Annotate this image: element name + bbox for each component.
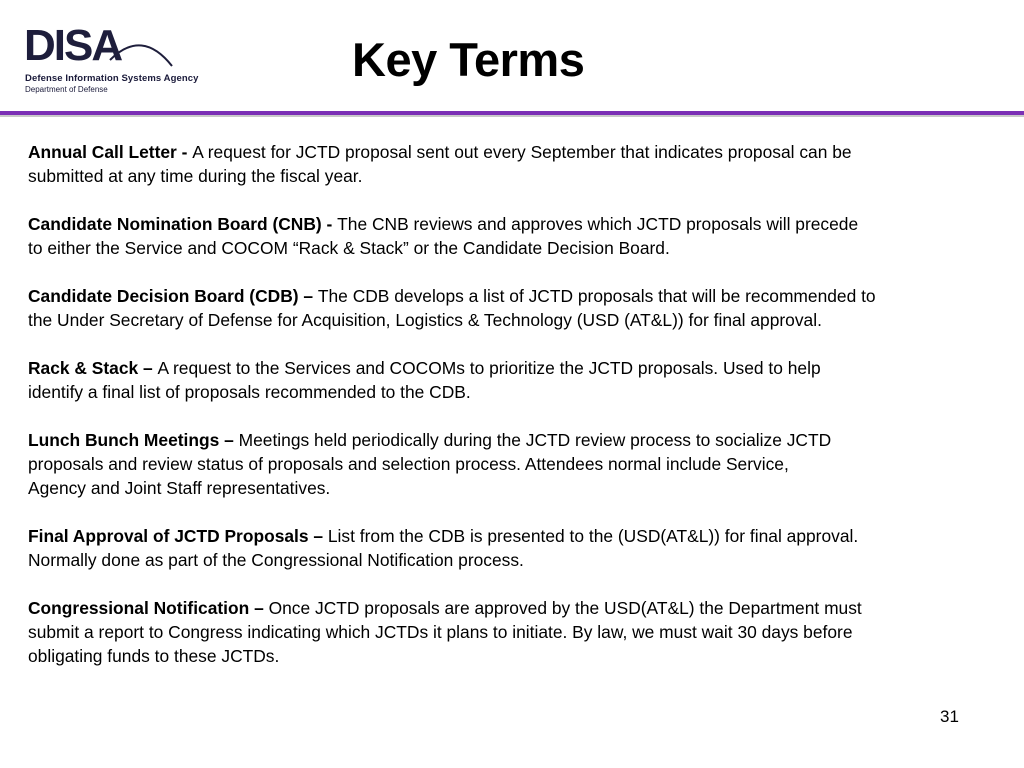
term-name: Lunch Bunch Meetings –: [28, 430, 239, 450]
disa-logo-mark: [22, 20, 242, 72]
term-definition: A request for JCTD proposal sent out every September that indicates proposal can be: [192, 142, 852, 162]
term-definition: the Under Secretary of Defense for Acquisition, Logistics & Technology (USD (AT&L)) for final approval.: [28, 310, 822, 330]
agency-name: Defense Information Systems Agency: [25, 73, 199, 84]
term-rack-and-stack: [28, 356, 1008, 404]
term-definition: proposals and review status of proposals and selection process. Attendees normal include Service,: [28, 454, 789, 474]
page-title: Key Terms: [352, 33, 585, 86]
term-candidate-decision-board: [28, 284, 1008, 332]
term-candidate-nomination-board: [28, 212, 1008, 260]
term-name: Final Approval of JCTD Proposals –: [28, 526, 328, 546]
term-name: Candidate Nomination Board (CNB) -: [28, 214, 338, 234]
term-definition: Meetings held periodically during the JCTD review process to socialize JCTD: [238, 430, 832, 450]
term-name: Candidate Decision Board (CDB) –: [28, 286, 318, 306]
logo-wordmark: DISA: [24, 21, 122, 70]
header-divider-shadow: [0, 115, 1024, 117]
term-definition: The CNB reviews and approves which JCTD proposals will precede: [337, 214, 859, 234]
term-definition: Once JCTD proposals are approved by the USD(AT&L) the Department must: [268, 598, 862, 618]
term-definition: A request to the Services and COCOMs to prioritize the JCTD proposals. Used to help: [157, 358, 821, 378]
term-definition: submit a report to Congress indicating which JCTDs it plans to initiate. By law, we must wait 30 days before: [28, 622, 853, 642]
term-name: Rack & Stack –: [28, 358, 158, 378]
term-definition: submitted at any time during the fiscal year.: [28, 166, 363, 186]
term-annual-call-letter: [28, 140, 1008, 188]
page-number: 31: [940, 707, 959, 726]
term-definition: Normally done as part of the Congressional Notification process.: [28, 550, 524, 570]
term-definition: to either the Service and COCOM “Rack & Stack” or the Candidate Decision Board.: [28, 238, 670, 258]
terms-list: [28, 140, 1008, 692]
term-definition: Agency and Joint Staff representatives.: [28, 478, 331, 498]
term-name: Congressional Notification –: [28, 598, 269, 618]
disa-logo: [22, 20, 242, 100]
term-definition: List from the CDB is presented to the (USD(AT&L)) for final approval.: [327, 526, 859, 546]
term-lunch-bunch-meetings: [28, 428, 1008, 500]
term-final-approval: [28, 524, 1008, 572]
term-definition: obligating funds to these JCTDs.: [28, 646, 280, 666]
department-name: Department of Defense: [25, 85, 108, 94]
term-definition: identify a final list of proposals recommended to the CDB.: [28, 382, 471, 402]
term-congressional-notification: [28, 596, 1008, 668]
term-name: Annual Call Letter -: [28, 142, 193, 162]
term-definition: The CDB develops a list of JCTD proposals that will be recommended to: [317, 286, 876, 306]
